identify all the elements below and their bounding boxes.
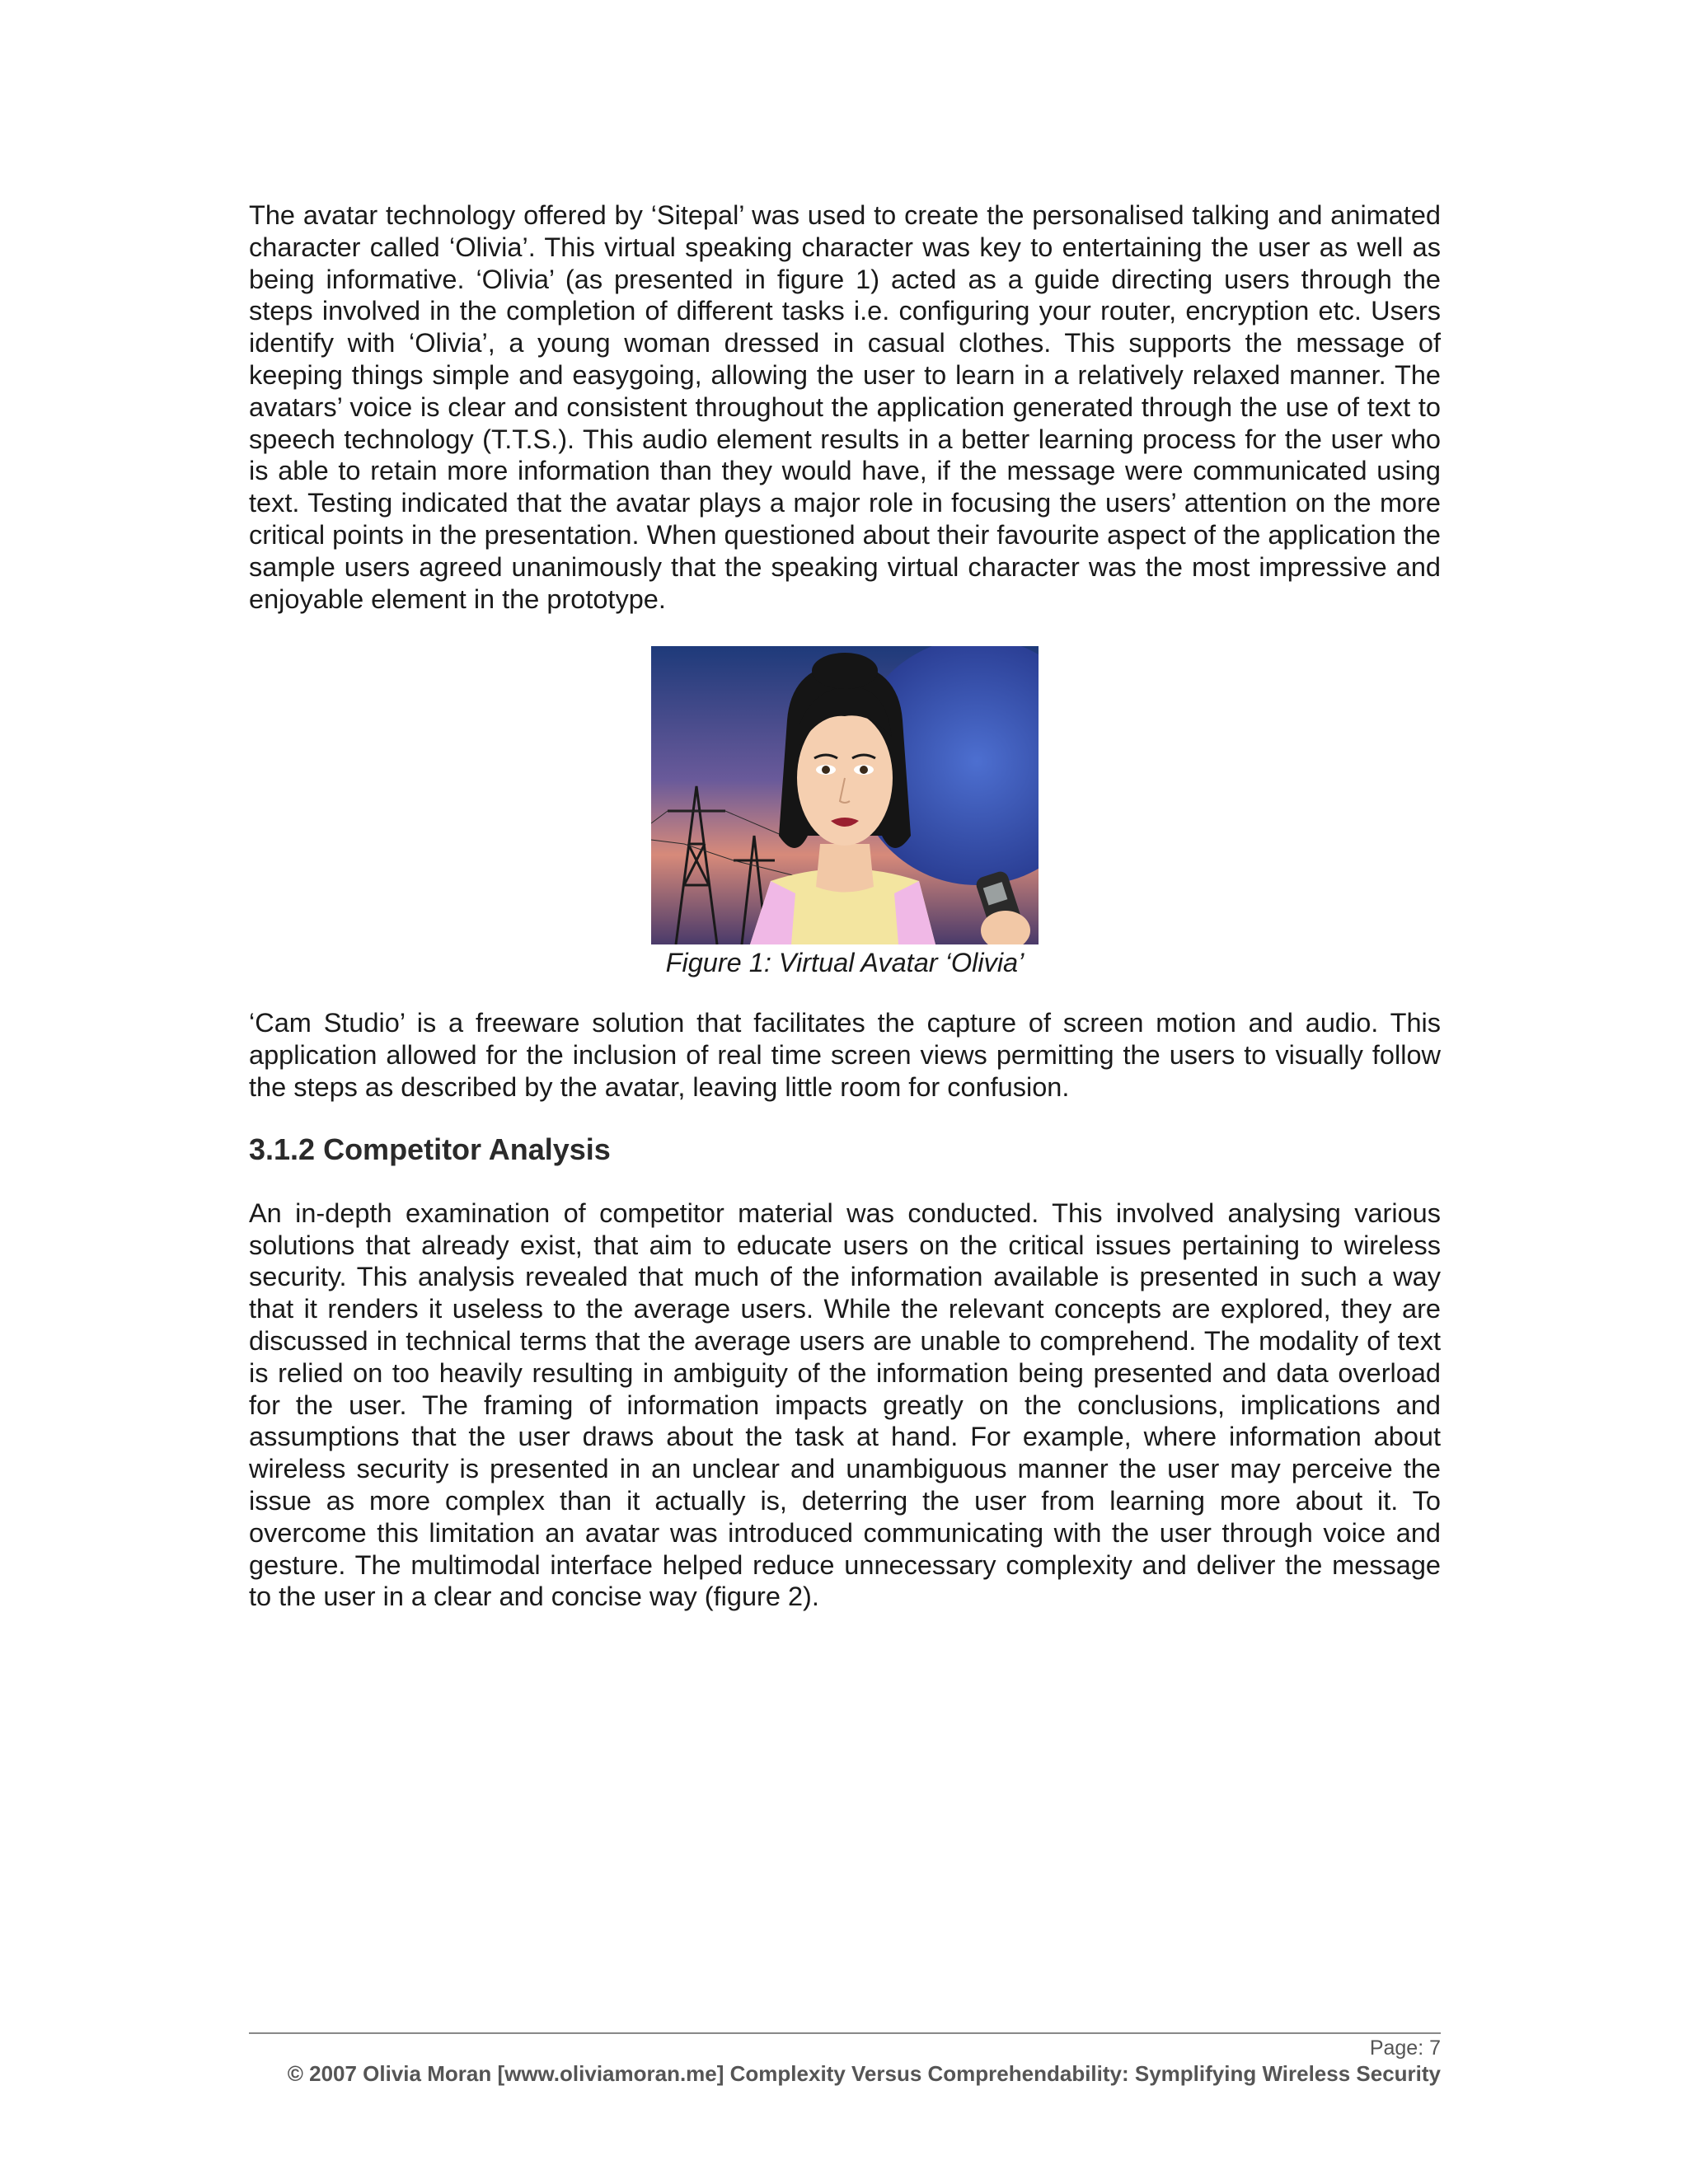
body-paragraph-cam-studio: ‘Cam Studio’ is a freeware solution that facilitates the capture of screen motion and audio. This application allowed for the inclusion of real time screen views permitting the users to visually follow the steps as described by the avatar, leaving little room for confusion. — [249, 1008, 1441, 1102]
copyright-line: © 2007 Olivia Moran [www.oliviamoran.me] Complexity Versus Comprehendability: Symplifying Wireless Security — [287, 2061, 1441, 2086]
page-footer — [249, 2032, 1441, 2087]
body-paragraph-competitor-analysis: An in-depth examination of competitor material was conducted. This involved analysing various solutions that already exist, that aim to educate users on the critical issues pertaining to wireless security. This analysis revealed that much of the information available is presented in such a way that it renders it useless to the average users. While the relevant concepts are explored, they are discussed in technical terms that the average users are unable to comprehend. The modality of text is relied on too heavily resulting in ambiguity of the information being presented and data overload for the user. The framing of information impacts greatly on the conclusions, implications and assumptions that the user draws about the task at hand. For example, where information about wireless security is presented in an unclear and unambiguous manner the user may perceive the issue as more complex than it actually is, deterring the user from learning more about it. To overcome this limitation an avatar was introduced communicating with the user through voice and gesture. The multimodal interface helped reduce unnecessary complexity and deliver the message to the user in a clear and concise way (figure 2). — [249, 1197, 1441, 1612]
section-heading: 3.1.2 Competitor Analysis — [249, 1132, 611, 1166]
body-paragraph-avatar: The avatar technology offered by ‘Sitepal’ was used to create the personalised talking and animated character called ‘Olivia’. This virtual speaking character was key to entertaining the user as well as being informative. ‘Olivia’ (as presented in figure 1) acted as a guide directing users through the steps involved in the completion of different tasks i.e. configuring your router, encryption etc. Users identify with ‘Olivia’, a young woman dressed in casual clothes. This supports the message of keeping things simple and easygoing, allowing the user to learn in a relatively relaxed manner. The avatars’ voice is clear and consistent throughout the application generated through the use of text to speech technology (T.T.S.). This audio element results in a better learning process for the user who is able to retain more information than they would have, if the message were communicated using text. Testing indicated that the avatar plays a major role in focusing the users’ attention on the more critical points in the presentation. When questioned about their favourite aspect of the application the sample users agreed unanimously that the speaking virtual character was the most impressive and enjoyable element in the prototype. — [249, 200, 1441, 614]
figure-caption: Figure 1: Virtual Avatar ‘Olivia’ — [665, 948, 1025, 978]
figure-1 — [249, 646, 1441, 979]
page-number: Page: 7 — [1369, 2036, 1441, 2060]
avatar-image — [651, 646, 1039, 944]
footer-divider — [249, 2032, 1441, 2034]
page-content — [249, 199, 1441, 1613]
